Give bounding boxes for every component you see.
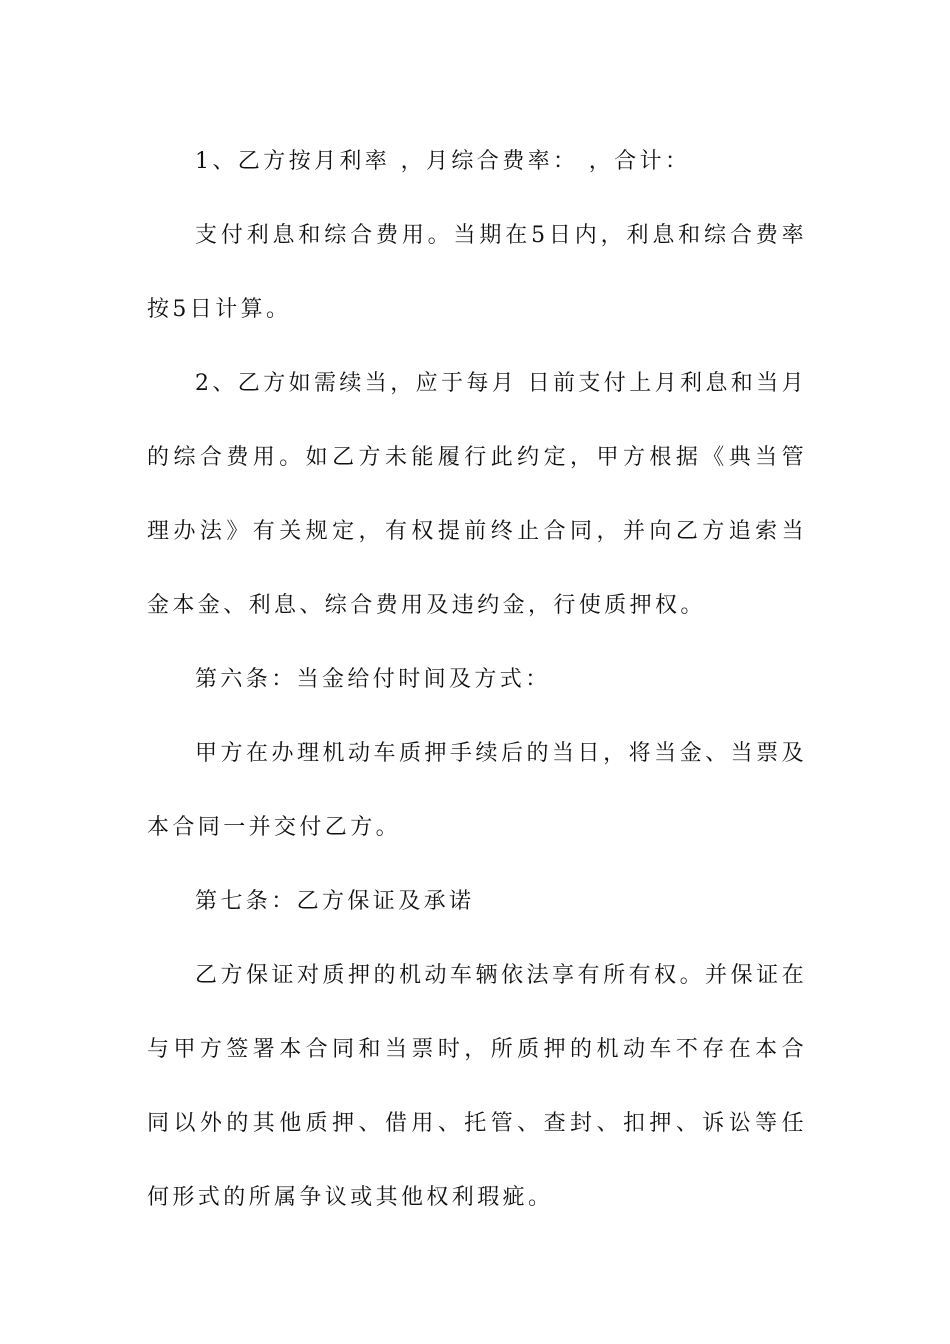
paragraph-renewal: 2、乙方如需续当，应于每月 日前支付上月利息和当月的综合费用。如乙方未能履行此约定，甲方根据《典当管理办法》有关规定，有权提前终止合同，并向乙方追索当金本金、利息、综合费用及违约金，行使质押权。 bbox=[147, 371, 807, 618]
heading-article-seven: 第七条：乙方保证及承诺 bbox=[195, 889, 475, 914]
heading-article-six: 第六条：当金给付时间及方式： bbox=[195, 667, 551, 692]
paragraph-interest-rate: 1、乙方按月利率 ，月综合费率： ，合计： bbox=[195, 149, 691, 174]
paragraph-payment-method: 甲方在办理机动车质押手续后的当日，将当金、当票及本合同一并交付乙方。 bbox=[147, 741, 807, 840]
paragraph-guarantee: 乙方保证对质押的机动车辆依法享有所有权。并保证在与甲方签署本合同和当票时，所质押的机动车不存在本合同以外的其他质押、借用、托管、查封、扣押、诉讼等任何形式的所属争议或其他权利瑕疵。 bbox=[147, 963, 807, 1210]
document-body bbox=[147, 125, 807, 1235]
paragraph-payment-interest: 支付利息和综合费用。当期在5日内，利息和综合费率按5日计算。 bbox=[147, 223, 807, 322]
